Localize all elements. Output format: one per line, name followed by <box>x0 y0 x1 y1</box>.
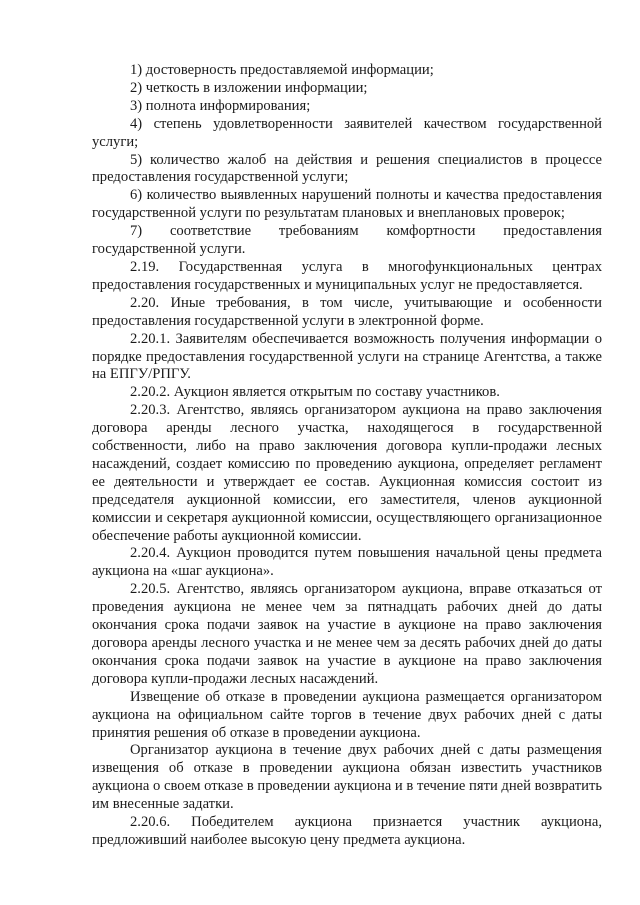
paragraph-2-19: 2.19. Государственная услуга в многофункциональных центрах предоставления государственных и муниципальных услуг не предоставляется. <box>92 258 602 293</box>
paragraph-2-20-5: 2.20.5. Агентство, являясь организатором аукциона, вправе отказаться от проведения аукциона не менее чем за пятнадцать рабочих дней до даты окончания срока подачи заявок на участие в аукционе на право заключения договора аренды лесного участка и не менее чем за десять рабочих дней до даты окончания срока подачи заявок на участие в аукционе на право заключения договора купли-продажи лесных насаждений. <box>92 581 602 687</box>
paragraph-2-20-2: 2.20.2. Аукцион является открытым по составу участников. <box>130 384 500 401</box>
paragraph-criterion-7: 7) соответствие требованиям комфортности предоставления государственной услуги. <box>92 223 602 258</box>
paragraph-criterion-3: 3) полнота информирования; <box>130 97 311 114</box>
paragraph-criterion-1: 1) достоверность предоставляемой информации; <box>130 62 434 78</box>
paragraph-2-20-1: 2.20.1. Заявителям обеспечивается возможность получения информации о порядке предоставления государственной услуги на странице Агентства, а также на ЕПГУ/РПГУ. <box>92 330 602 383</box>
paragraph-criterion-5: 5) количество жалоб на действия и решения специалистов в процессе предоставления государственной услуги; <box>92 151 602 186</box>
paragraph-criterion-4: 4) степень удовлетворенности заявителей качеством государственной услуги; <box>92 115 602 150</box>
document-body <box>92 62 602 850</box>
paragraph-2-20-6: 2.20.6. Победителем аукциона признается участник аукциона, предложивший наиболее высокую цену предмета аукциона. <box>92 814 602 848</box>
paragraph-notice-refusal: Извещение об отказе в проведении аукциона размещается организатором аукциона на официальном сайте торгов в течение двух рабочих дней с даты принятия решения об отказе в проведении аукциона. <box>92 688 602 741</box>
paragraph-2-20-3: 2.20.3. Агентство, являясь организатором аукциона на право заключения договора аренды лесного участка, находящегося в государственной собственности, либо на право заключения договора купли-продажи лесных насаждений, создает комиссию по проведению аукциона, определяет регламент ее деятельности и утверждает ее состав. Аукционная комиссия состоит из председателя аукционной комиссии, его заместителя, членов аукционной комиссии и секретаря аукционной комиссии, осуществляющего организационное обеспечение работы аукционной комиссии. <box>92 402 602 544</box>
paragraph-criterion-6: 6) количество выявленных нарушений полноты и качества предоставления государственной услуги по результатам плановых и внеплановых проверок; <box>92 187 602 222</box>
paragraph-criterion-2: 2) четкость в изложении информации; <box>130 79 368 96</box>
paragraph-organizer-duties: Организатор аукциона в течение двух рабочих дней с даты размещения извещения об отказе в проведении аукциона обязан известить участников аукциона о своем отказе в проведении аукциона и в течение пяти дней возвратить им внесенные задатки. <box>92 742 602 813</box>
paragraph-2-20: 2.20. Иные требования, в том числе, учитывающие и особенности предоставления государственной услуги в электронной форме. <box>92 294 602 329</box>
paragraph-2-20-4: 2.20.4. Аукцион проводится путем повышения начальной цены предмета аукциона на «шаг аукциона». <box>92 545 602 580</box>
